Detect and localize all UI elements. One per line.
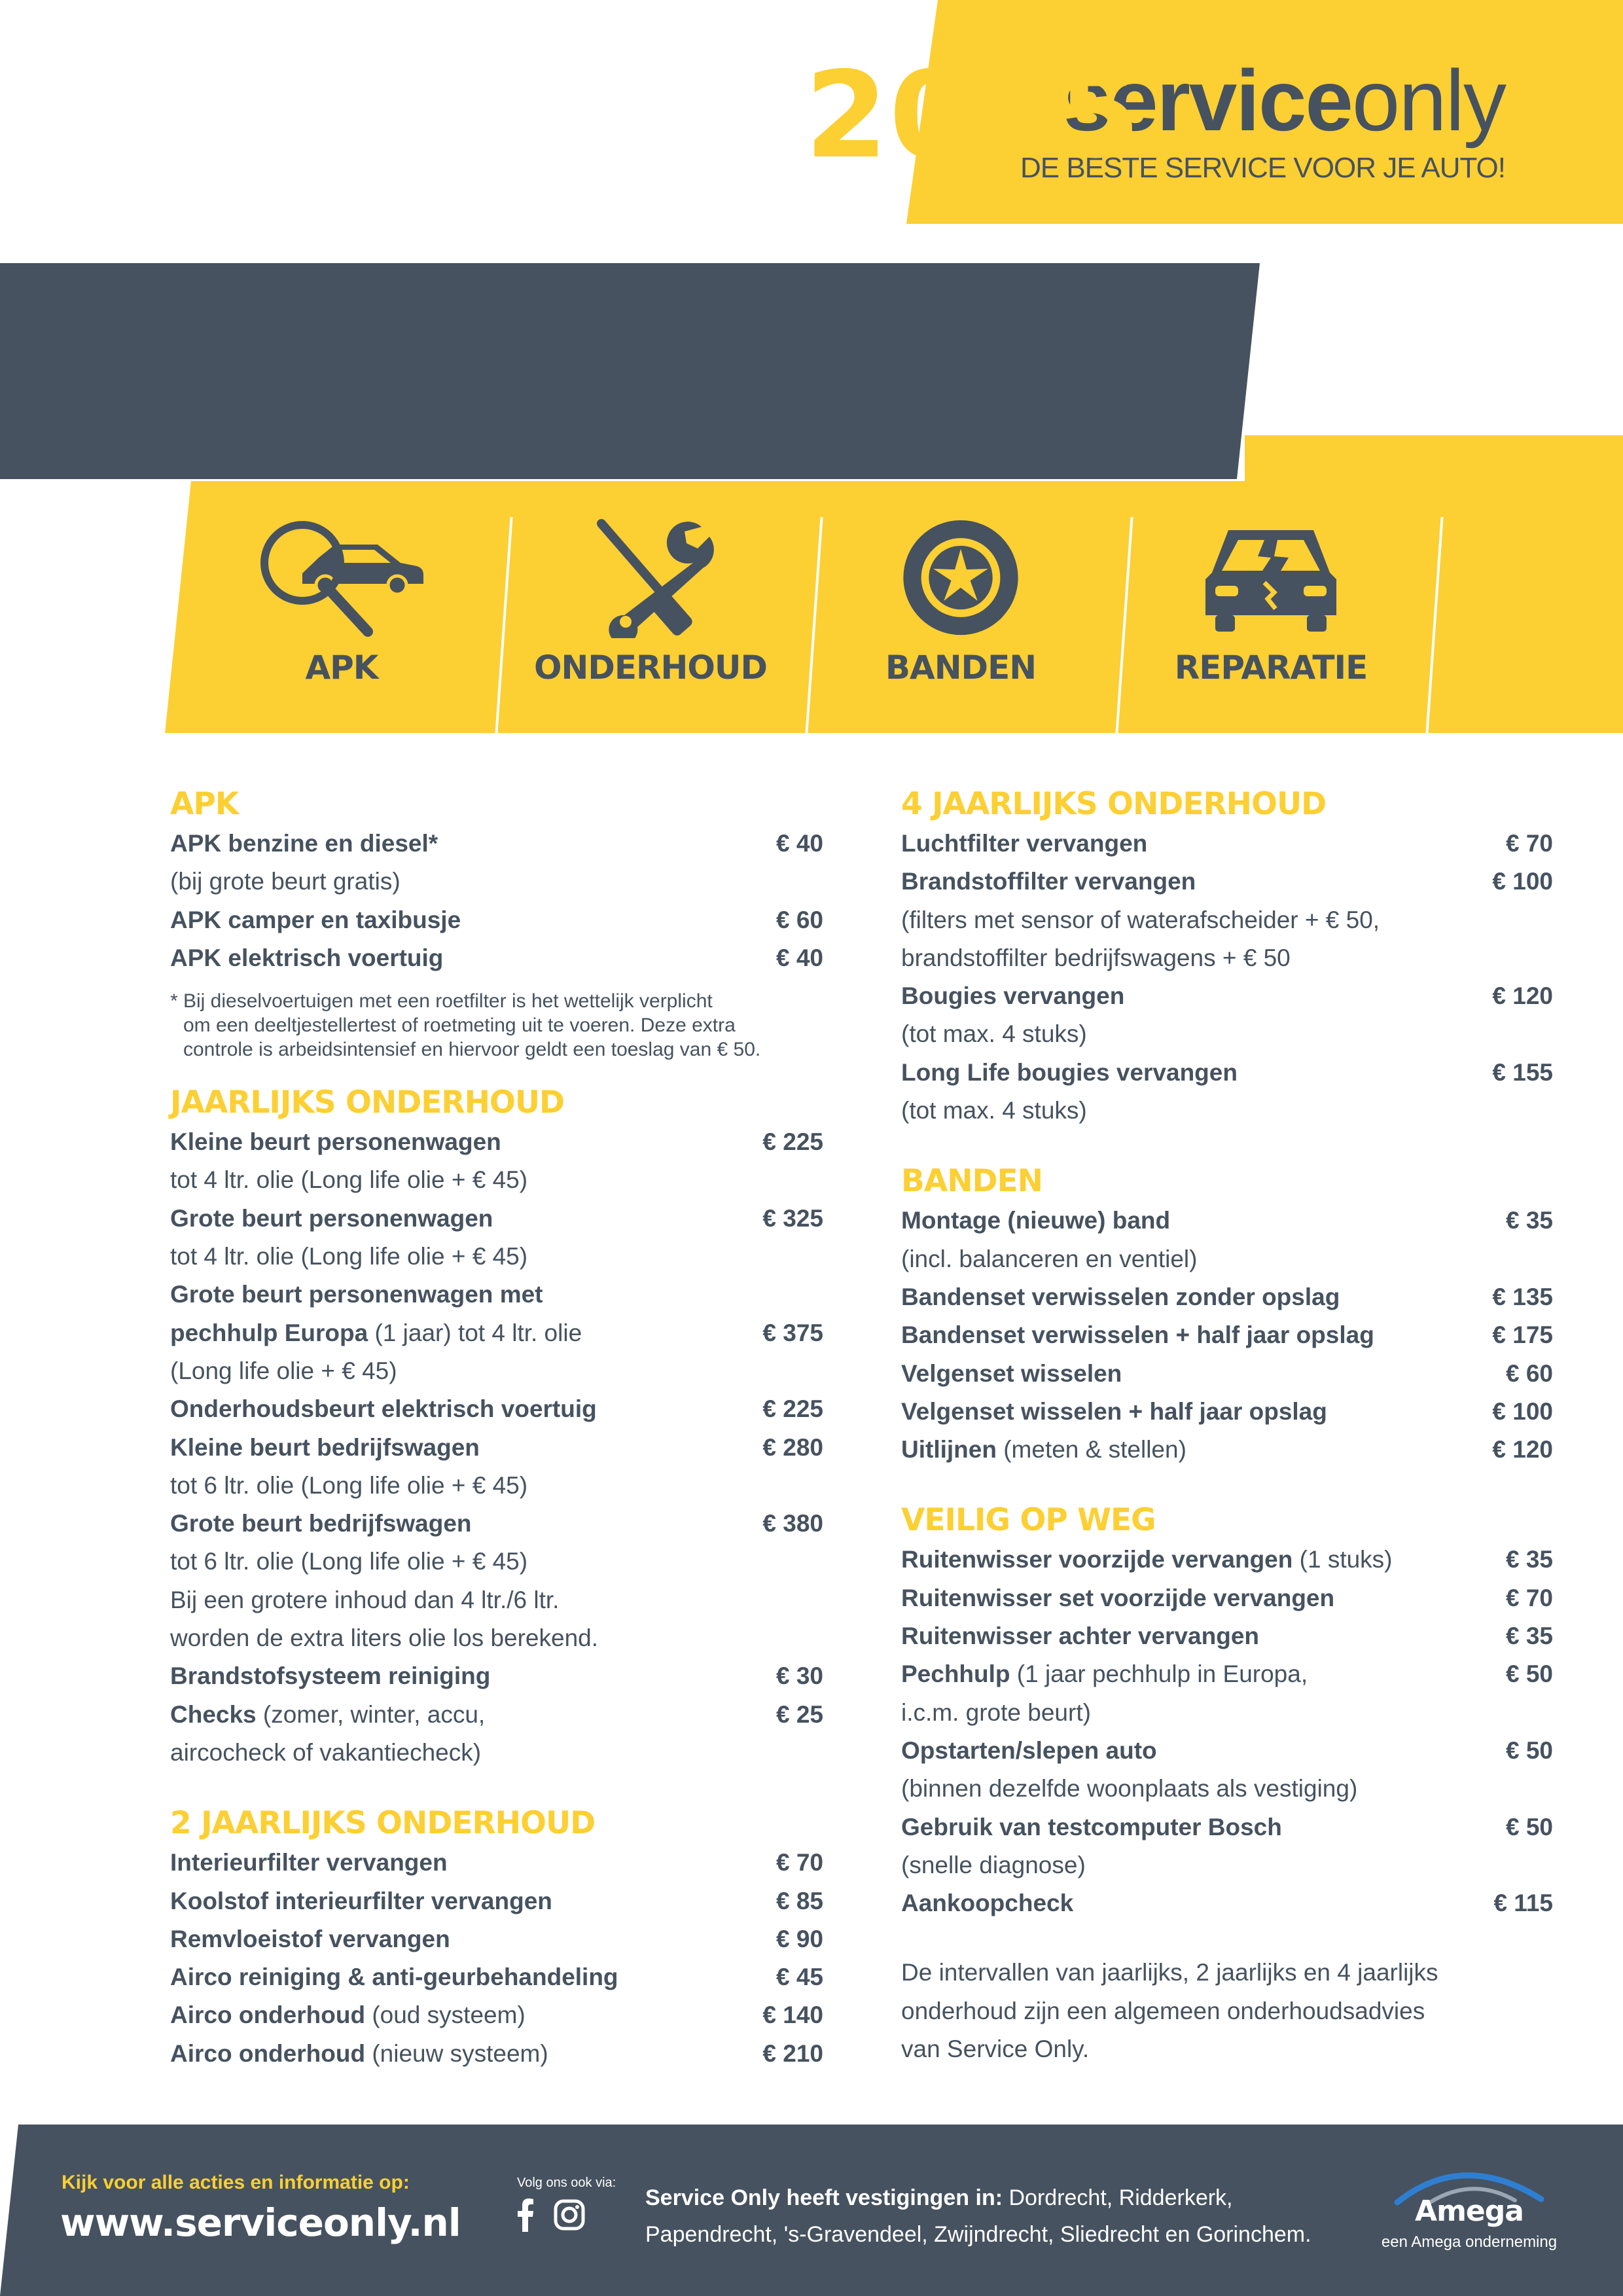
price-row-note: worden de extra liters olie los berekend. [170, 1624, 599, 1652]
price-row: APK elektrisch voertuig € 40 [170, 944, 823, 971]
price-row-note: tot 6 ltr. olie (Long life olie + € 45) [170, 1548, 528, 1575]
price-row: Luchtfilter vervangen € 70 [901, 830, 1553, 857]
price-row: Grote beurt bedrijfswagen € 380 [170, 1510, 823, 1537]
price-column-left [170, 784, 823, 2073]
car-search-icon [257, 517, 427, 638]
section-apk [170, 784, 823, 1062]
category-reparatie [1133, 517, 1408, 707]
price-row-note: (tot max. 4 stuks) [901, 1097, 1087, 1124]
price-row: Onderhoudsbeurt elektrisch voertuig € 225 [170, 1395, 823, 1423]
section-tweejaarlijks [170, 1803, 823, 2073]
price-row: Ruitenwisser voorzijde vervangen (1 stuks) € 35 [901, 1546, 1553, 1573]
section-title: JAARLIJKS ONDERHOUD [170, 1085, 565, 1121]
price-row: Montage (nieuwe) band € 35 [901, 1207, 1553, 1234]
locations-text: Service Only heeft vestigingen in: Dordrecht, Ridderkerk, Papendrecht, 's-Gravendeel, Zwijndrecht, Sliedrecht en Gorinchem. [645, 2185, 1311, 2247]
price-row-note: tot 4 ltr. olie (Long life olie + € 45) [170, 1166, 528, 1194]
price-row-note: (incl. balanceren en ventiel) [901, 1245, 1198, 1272]
category-label: BANDEN [885, 649, 1037, 687]
price-row: pechhulp Europa (1 jaar) tot 4 ltr. olie € 375 [170, 1319, 823, 1346]
section-title: 2 JAARLIJKS ONDERHOUD [170, 1805, 596, 1842]
price-row: Airco onderhoud (nieuw systeem) € 210 [170, 2039, 823, 2067]
price-column-right [901, 784, 1553, 2068]
price-row: APK benzine en diesel* € 40 [170, 830, 823, 857]
category-apk [204, 517, 479, 707]
section-vierjaarlijks [901, 784, 1553, 1130]
price-row: Remvloeistof vervangen € 90 [170, 1925, 823, 1952]
price-row: Gebruik van testcomputer Bosch € 50 [901, 1813, 1553, 1840]
price-row-note: (Long life olie + € 45) [170, 1357, 397, 1384]
price-row: APK camper en taxibusje € 60 [170, 906, 823, 933]
page-title [64, 46, 1142, 185]
price-row: Koolstof interieurfilter vervangen € 85 [170, 1887, 823, 1914]
footer-cta: Kijk voor alle acties en informatie op: [62, 2172, 410, 2193]
price-row: Airco reiniging & anti-geurbehandeling € 45 [170, 1964, 823, 1991]
website-link[interactable]: www.serviceonly.nl [60, 2200, 461, 2245]
price-row: Grote beurt personenwagen met [170, 1281, 543, 1308]
tire-icon [899, 517, 1023, 638]
price-row: Interieurfilter vervangen € 70 [170, 1849, 823, 1876]
price-row: Bougies vervangen € 120 [901, 982, 1553, 1010]
closing-note: De intervallen van jaarlijks, 2 jaarlijks en 4 jaarlijks onderhoud zijn een algemeen onderhoudsadvies van Service Only. [901, 1959, 1438, 2063]
price-row: Pechhulp (1 jaar pechhulp in Europa, € 50 [901, 1660, 1553, 1688]
price-row: Grote beurt personenwagen € 325 [170, 1204, 823, 1232]
brand-wordmark: serviceonly [1063, 52, 1505, 149]
social-links [517, 2198, 585, 2232]
category-label: ONDERHOUD [534, 649, 767, 687]
price-row: Velgenset wisselen € 60 [901, 1359, 1553, 1387]
category-label: APK [305, 649, 378, 687]
price-row-note: aircocheck of vakantiecheck) [170, 1738, 482, 1766]
price-row: Kleine beurt personenwagen € 225 [170, 1128, 823, 1156]
price-row: Velgenset wisselen + half jaar opslag € 100 [901, 1397, 1553, 1425]
follow-label: Volg ons ook via: [517, 2176, 616, 2190]
price-row-note: (bij grote beurt gratis) [170, 868, 401, 895]
section-title: APK [170, 786, 239, 822]
price-row: Uitlijnen (meten & stellen) € 120 [901, 1436, 1553, 1463]
section-jaarlijks [170, 1083, 823, 1772]
price-row: Brandstofsysteem reiniging € 30 [170, 1662, 823, 1690]
price-row: Airco onderhoud (oud systeem) € 140 [170, 2001, 823, 2029]
section-title: BANDEN [901, 1163, 1043, 1200]
price-row: Kleine beurt bedrijfswagen € 280 [170, 1433, 823, 1461]
price-row-note: Bij een grotere inhoud dan 4 ltr./6 ltr. [170, 1586, 560, 1613]
price-row: Checks (zomer, winter, accu, € 25 [170, 1700, 823, 1728]
price-row: Opstarten/slepen auto € 50 [901, 1736, 1553, 1764]
title-main: PRIJSLIJST [64, 46, 762, 185]
section-banden [901, 1161, 1553, 1469]
category-banden [823, 517, 1098, 707]
amega-logo: Amega een Amega onderneming [1374, 2160, 1564, 2251]
price-row-note: (tot max. 4 stuks) [901, 1020, 1087, 1048]
price-row-note: (binnen dezelfde woonplaats als vestiging) [901, 1775, 1358, 1803]
price-row-note: (snelle diagnose) [901, 1851, 1086, 1878]
price-row-note: tot 6 ltr. olie (Long life olie + € 45) [170, 1471, 528, 1499]
tools-icon [585, 517, 716, 638]
apk-footnote: * Bij dieselvoertuigen met een roetfilter is het wettelijk verplicht om een deeltjestellertest of roetmeting uit te voeren. Deze extra controle is arbeidsintensief en hiervoor geldt een toeslag van € 50. [170, 990, 761, 1061]
section-title: VEILIG OP WEG [901, 1502, 1156, 1539]
title-year: 2025 [805, 46, 1142, 185]
price-row: Ruitenwisser set voorzijde vervangen € 70 [901, 1584, 1553, 1611]
price-row: Ruitenwisser achter vervangen € 35 [901, 1623, 1553, 1650]
price-row-note: tot 4 ltr. olie (Long life olie + € 45) [170, 1243, 528, 1270]
price-row: Long Life bougies vervangen € 155 [901, 1058, 1553, 1086]
facebook-icon[interactable] [517, 2198, 534, 2232]
price-row-note: brandstoffilter bedrijfswagens + € 50 [901, 944, 1291, 971]
brand-tagline: DE BESTE SERVICE VOOR JE AUTO! [1020, 152, 1505, 184]
title-band [0, 263, 1260, 479]
section-veilig-op-weg [901, 1500, 1553, 1922]
price-row: Bandenset verwisselen + half jaar opslag € 175 [901, 1321, 1553, 1349]
price-row-note: (filters met sensor of waterafscheider + € 50, [901, 906, 1380, 933]
damaged-car-icon [1202, 517, 1340, 638]
instagram-icon[interactable] [554, 2199, 585, 2231]
price-row-note: i.c.m. grote beurt) [901, 1698, 1091, 1726]
price-row: Bandenset verwisselen zonder opslag € 135 [901, 1283, 1553, 1310]
category-onderhoud [513, 517, 788, 707]
category-label: REPARATIE [1174, 649, 1368, 687]
price-row: Brandstoffilter vervangen € 100 [901, 868, 1553, 895]
section-title: 4 JAARLIJKS ONDERHOUD [901, 786, 1327, 822]
price-row: Aankoopcheck € 115 [901, 1890, 1553, 1917]
